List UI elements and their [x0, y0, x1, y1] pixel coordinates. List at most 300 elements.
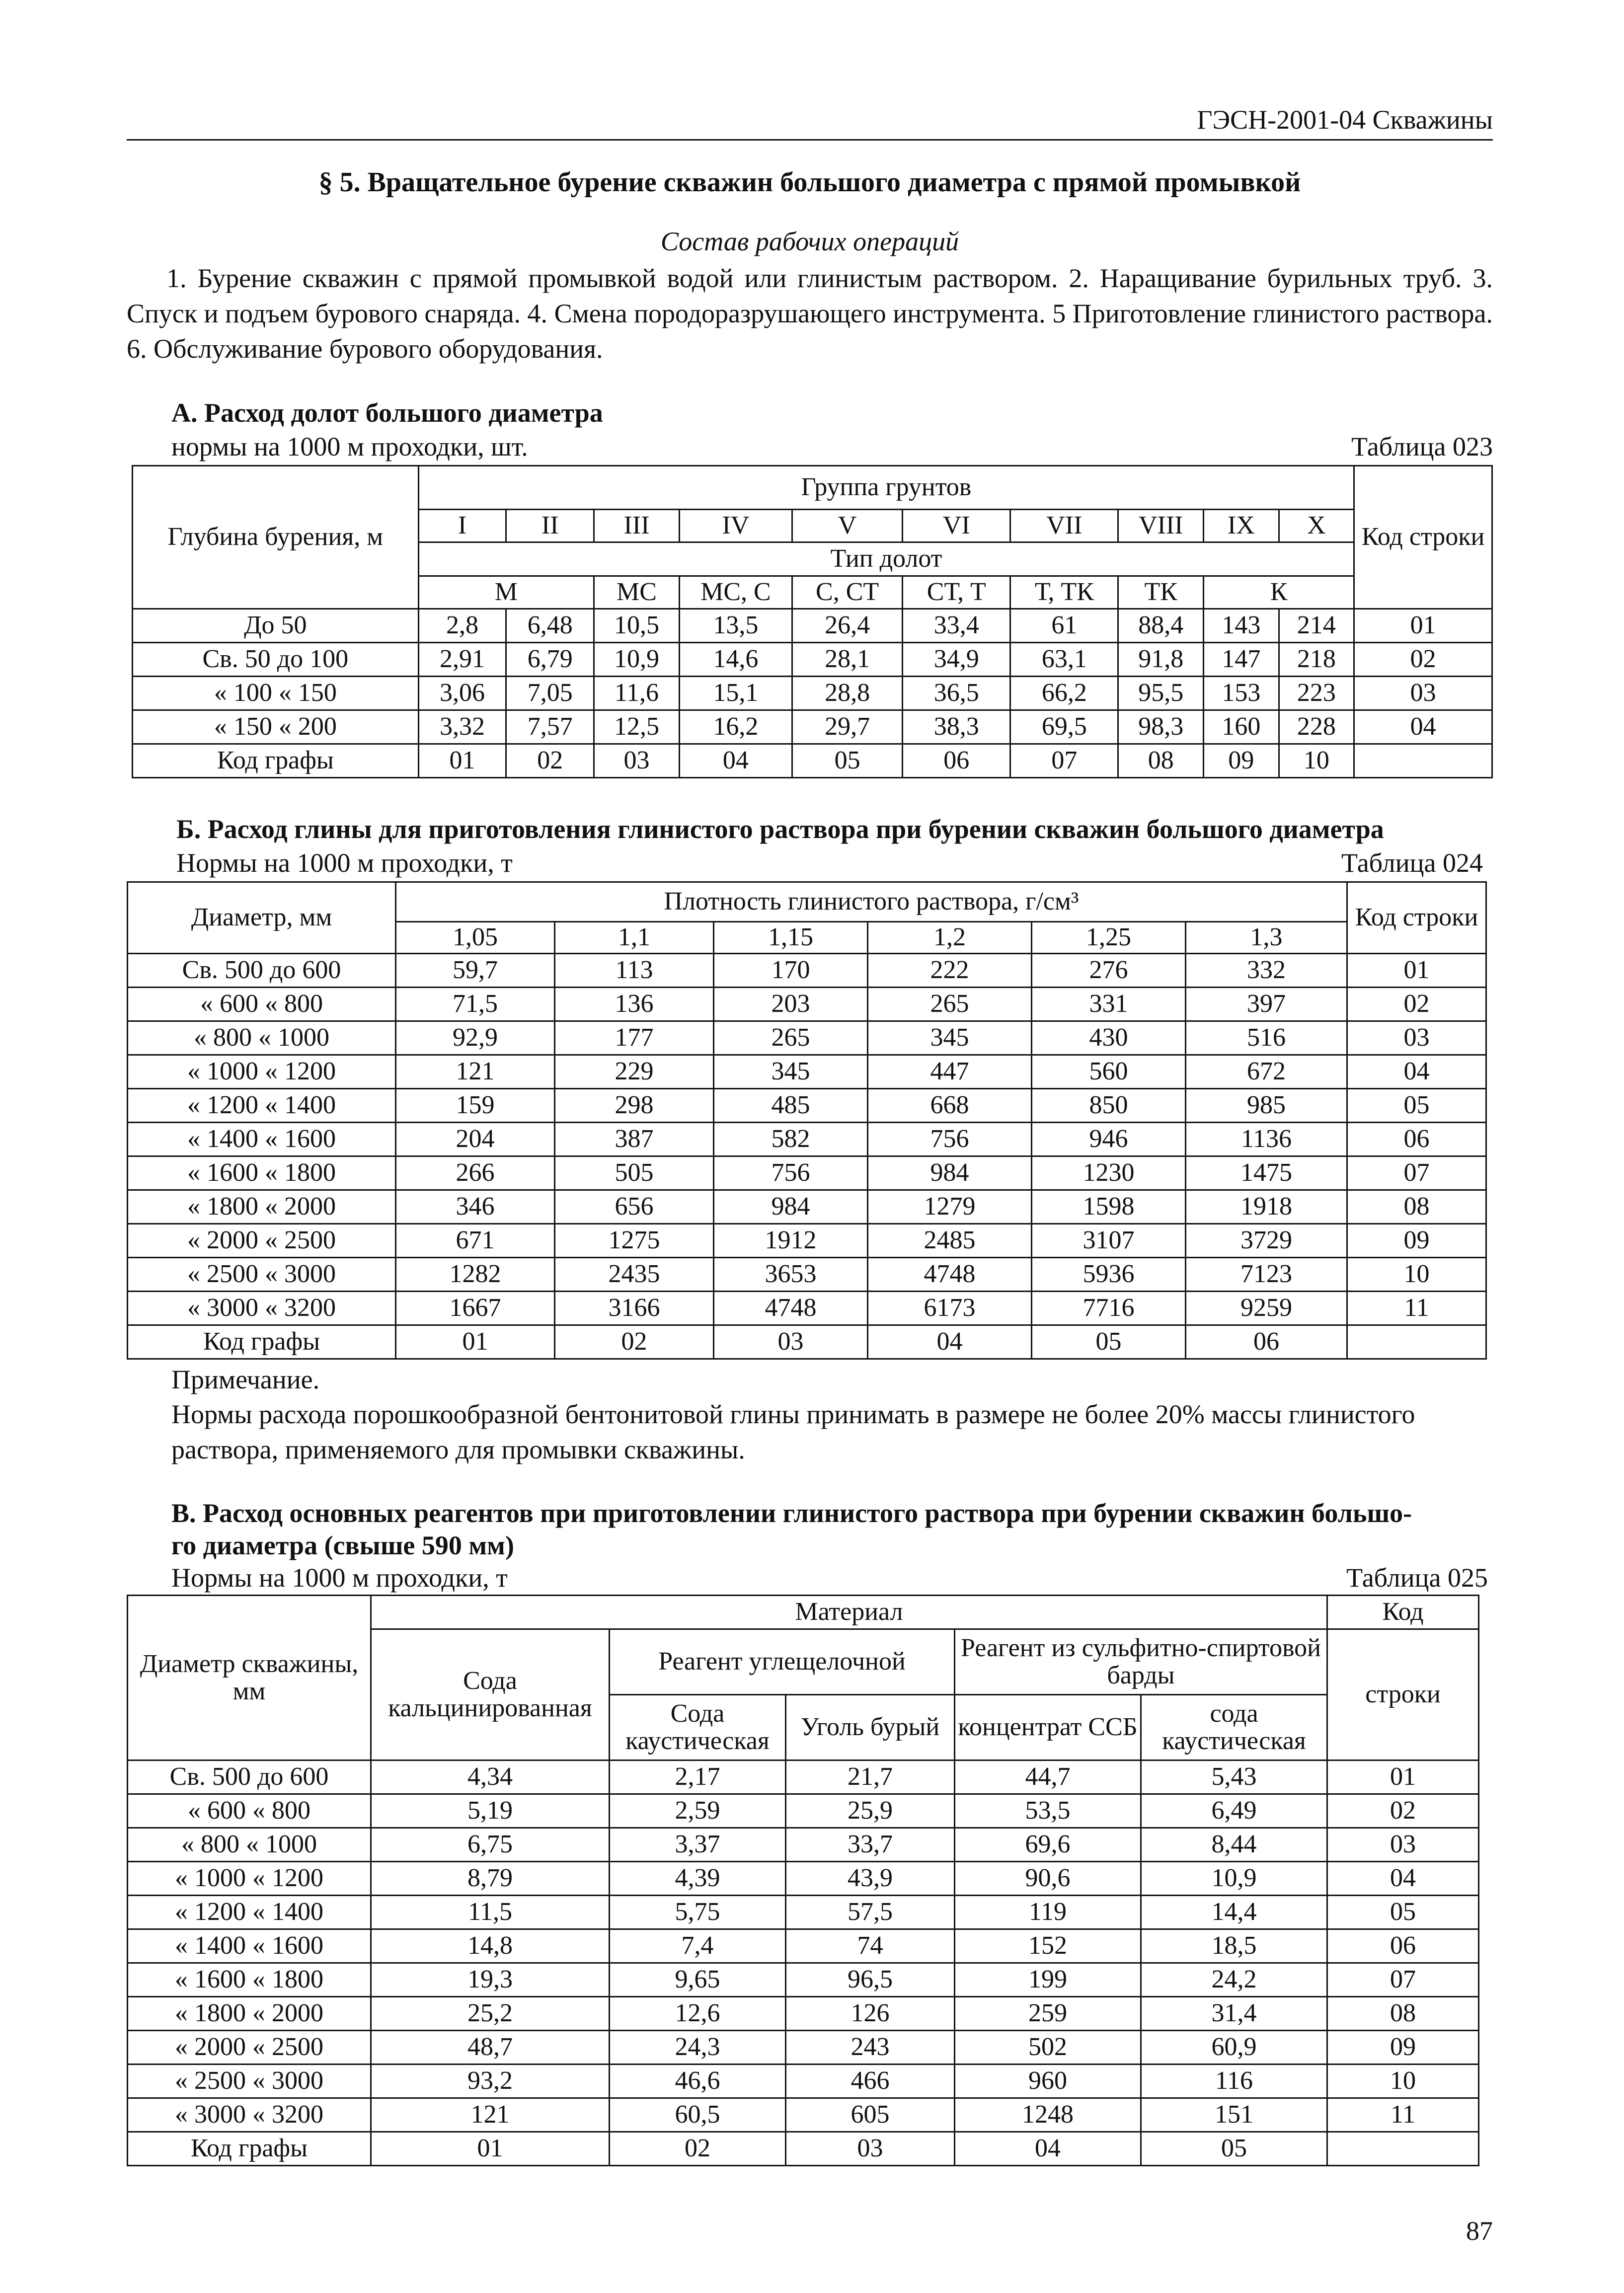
table-a-group: IV: [679, 510, 792, 542]
row-code: 05: [1327, 1896, 1479, 1929]
column-code: 01: [371, 2132, 610, 2166]
table-cell: 59,7: [396, 954, 555, 988]
table-b-density: 1,3: [1186, 922, 1347, 954]
table-cell: 10,9: [1141, 1862, 1327, 1896]
row-code: 11: [1347, 1292, 1486, 1325]
table-c-ref: Таблица 025: [1346, 1563, 1488, 1593]
table-cell: 672: [1186, 1055, 1347, 1089]
table-cell: 18,5: [1141, 1929, 1327, 1963]
table-c-title-line2: го диаметра (свыше 590 мм): [171, 1530, 514, 1560]
row-label: До 50: [133, 609, 419, 643]
table-cell: 656: [555, 1190, 714, 1224]
table-cell: 15,1: [679, 677, 792, 710]
table-cell: 14,8: [371, 1929, 610, 1963]
table-cell: 61: [1010, 609, 1118, 643]
table-cell: 502: [955, 2031, 1141, 2064]
table-cell: 21,7: [786, 1760, 955, 1794]
table-cell: 10,5: [594, 609, 680, 643]
table-a-group: II: [506, 510, 594, 542]
table-cell: 98,3: [1118, 710, 1204, 744]
table-cell: 2,8: [418, 609, 506, 643]
table-row: [128, 1963, 1479, 1997]
table-cell: 3,32: [418, 710, 506, 744]
table-cell: 3166: [555, 1292, 714, 1325]
table-cell: 71,5: [396, 988, 555, 1021]
table-b-norm: Нормы на 1000 м проходки, т: [176, 848, 513, 878]
table-c-soda-calc: Сода кальцинированная: [371, 1629, 610, 1760]
table-cell: 69,6: [955, 1828, 1141, 1862]
row-label: « 2000 « 2500: [128, 1224, 396, 1258]
table-cell: 222: [868, 954, 1032, 988]
table-cell: 266: [396, 1156, 555, 1190]
row-label: « 1800 « 2000: [128, 1997, 371, 2031]
table-c-material-header: Материал: [371, 1596, 1327, 1629]
column-code: 02: [555, 1325, 714, 1359]
table-cell: 7,4: [610, 1929, 786, 1963]
table-a-title: А. Расход долот большого диаметра: [171, 398, 603, 428]
table-cell: 7123: [1186, 1258, 1347, 1292]
table-cell: 218: [1279, 643, 1354, 677]
table-a-type: К: [1204, 576, 1354, 609]
table-b-note-text: Нормы расхода порошкообразной бентонитовой глины принимать в размере не более 20% массы глинистого раствора, применяемого для промывки скважины.: [171, 1399, 1415, 1464]
row-label: « 2500 « 3000: [128, 2064, 371, 2098]
table-cell: 265: [868, 988, 1032, 1021]
table-cell: 7716: [1032, 1292, 1186, 1325]
table-cell: 116: [1141, 2064, 1327, 2098]
table-a-code-header: Код строки: [1354, 466, 1492, 609]
table-cell: 345: [868, 1021, 1032, 1055]
table-a-norm: нормы на 1000 м проходки, шт.: [171, 432, 528, 461]
table-cell: 60,5: [610, 2098, 786, 2132]
operations-text: 1. Бурение скважин с прямой промывкой водой или глинистым раствором. 2. Наращивание бурильных труб. 3. Спуск и подъем бурового снаряда. 4. Смена породоразрушающего инструмента. 5 Приготовление глинистого раствора. 6. Обслуживание бурового оборудования.: [127, 263, 1493, 364]
row-code: 08: [1327, 1997, 1479, 2031]
table-cell: 946: [1032, 1123, 1186, 1156]
table-cell: 984: [868, 1156, 1032, 1190]
table-a-type-header: Тип долот: [418, 542, 1354, 576]
table-cell: 16,2: [679, 710, 792, 744]
table-cell: 1475: [1186, 1156, 1347, 1190]
table-cell: 298: [555, 1089, 714, 1123]
table-c-code-header-top: Код: [1327, 1596, 1479, 1629]
table-cell: 345: [714, 1055, 868, 1089]
row-code: 06: [1327, 1929, 1479, 1963]
table-row: [128, 954, 1486, 988]
table-cell: 63,1: [1010, 643, 1118, 677]
row-label: Св. 50 до 100: [133, 643, 419, 677]
row-label: « 150 « 200: [133, 710, 419, 744]
table-a-ref: Таблица 023: [1351, 432, 1493, 461]
column-code: 01: [396, 1325, 555, 1359]
table-cell: 671: [396, 1224, 555, 1258]
table-row: [133, 643, 1492, 677]
table-b-density: 1,1: [555, 922, 714, 954]
column-code: 02: [610, 2132, 786, 2166]
table-cell: 387: [555, 1123, 714, 1156]
table-c-diam-header: Диаметр скважины, мм: [128, 1596, 371, 1760]
column-code: 04: [679, 744, 792, 778]
table-cell: 3729: [1186, 1224, 1347, 1258]
table-row: [128, 1089, 1486, 1123]
table-row: [128, 1794, 1479, 1828]
table-cell: 119: [955, 1896, 1141, 1929]
table-a-group: VII: [1010, 510, 1118, 542]
table-row: [128, 1929, 1479, 1963]
table-b-diam-header: Диаметр, мм: [128, 882, 396, 954]
row-code: 10: [1347, 1258, 1486, 1292]
table-cell: 121: [396, 1055, 555, 1089]
table-cell: 28,1: [792, 643, 903, 677]
column-code: 06: [1186, 1325, 1347, 1359]
table-row: [128, 1896, 1479, 1929]
table-row: [128, 1997, 1479, 2031]
table-cell: 4748: [868, 1258, 1032, 1292]
table-cell: 5,43: [1141, 1760, 1327, 1794]
table-row: [133, 677, 1492, 710]
table-cell: 6,75: [371, 1828, 610, 1862]
table-cell: 4748: [714, 1292, 868, 1325]
table-row: [128, 1224, 1486, 1258]
table-cell: 1248: [955, 2098, 1141, 2132]
row-code: 02: [1347, 988, 1486, 1021]
table-cell: 204: [396, 1123, 555, 1156]
table-cell: 223: [1279, 677, 1354, 710]
table-c: [127, 1595, 1479, 2166]
column-code: 04: [868, 1325, 1032, 1359]
table-cell: 1275: [555, 1224, 714, 1258]
table-row: [128, 1760, 1479, 1794]
table-a-type: МС, С: [679, 576, 792, 609]
table-cell: 91,8: [1118, 643, 1204, 677]
table-cell: 88,4: [1118, 609, 1204, 643]
table-c-reagent-ssb: Реагент из сульфитно-спиртовой барды: [955, 1629, 1327, 1695]
row-code: 04: [1354, 710, 1492, 744]
column-code: 09: [1204, 744, 1279, 778]
table-cell: 46,6: [610, 2064, 786, 2098]
table-cell: 5,75: [610, 1896, 786, 1929]
row-code: 01: [1347, 954, 1486, 988]
column-code: 10: [1279, 744, 1354, 778]
table-cell: 850: [1032, 1089, 1186, 1123]
table-cell: 4,39: [610, 1862, 786, 1896]
table-cell: 43,9: [786, 1862, 955, 1896]
table-cell: 44,7: [955, 1760, 1141, 1794]
table-cell: 243: [786, 2031, 955, 2064]
table-cell: 31,4: [1141, 1997, 1327, 2031]
table-cell: 1918: [1186, 1190, 1347, 1224]
running-header: ГЭСН-2001-04 Скважины: [1197, 105, 1493, 135]
table-cell: 1282: [396, 1258, 555, 1292]
table-cell: 668: [868, 1089, 1032, 1123]
table-row: [128, 1292, 1486, 1325]
table-c-soda-caustic: Сода каустическая: [610, 1695, 786, 1760]
table-cell: 9259: [1186, 1292, 1347, 1325]
table-cell: 24,3: [610, 2031, 786, 2064]
row-code: 09: [1327, 2031, 1479, 2064]
table-cell: 113: [555, 954, 714, 988]
table-c-footer-label: Код графы: [128, 2132, 371, 2166]
table-a-depth-header: Глубина бурения, м: [133, 466, 419, 609]
table-cell: 259: [955, 1997, 1141, 2031]
table-cell: 126: [786, 1997, 955, 2031]
table-a-type: СТ, Т: [903, 576, 1010, 609]
row-label: « 1600 « 1800: [128, 1156, 396, 1190]
page-number: 87: [1466, 2216, 1493, 2246]
row-label: « 3000 « 3200: [128, 1292, 396, 1325]
table-cell: 960: [955, 2064, 1141, 2098]
table-cell: 756: [714, 1156, 868, 1190]
table-a-group: IX: [1204, 510, 1279, 542]
row-code: 02: [1354, 643, 1492, 677]
row-code: 07: [1327, 1963, 1479, 1997]
table-cell: 2435: [555, 1258, 714, 1292]
table-cell: 3107: [1032, 1224, 1186, 1258]
table-cell: 48,7: [371, 2031, 610, 2064]
table-cell: 1230: [1032, 1156, 1186, 1190]
table-c-title-line1: В. Расход основных реагентов при приготовлении глинистого раствора при бурении скважин большо-: [171, 1498, 1412, 1528]
table-cell: 170: [714, 954, 868, 988]
table-cell: 92,9: [396, 1021, 555, 1055]
table-cell: 34,9: [903, 643, 1010, 677]
row-label: « 100 « 150: [133, 677, 419, 710]
table-a-group: VI: [903, 510, 1010, 542]
row-label: « 1000 « 1200: [128, 1862, 371, 1896]
footer-empty-cell: [1347, 1325, 1486, 1359]
table-c-code-header-bottom: строки: [1327, 1629, 1479, 1760]
table-cell: 8,44: [1141, 1828, 1327, 1862]
operations-title: Состав рабочих операций: [660, 227, 959, 256]
table-cell: 7,57: [506, 710, 594, 744]
table-row: [128, 2031, 1479, 2064]
row-code: 07: [1347, 1156, 1486, 1190]
table-cell: 25,2: [371, 1997, 610, 2031]
table-cell: 485: [714, 1089, 868, 1123]
column-code: 02: [506, 744, 594, 778]
table-row: [133, 609, 1492, 643]
table-cell: 4,34: [371, 1760, 610, 1794]
table-cell: 430: [1032, 1021, 1186, 1055]
row-label: « 1400 « 1600: [128, 1123, 396, 1156]
table-row: [128, 2098, 1479, 2132]
row-code: 05: [1347, 1089, 1486, 1123]
table-a-group: I: [418, 510, 506, 542]
table-a-type: ТК: [1118, 576, 1204, 609]
table-cell: 152: [955, 1929, 1141, 1963]
table-cell: 560: [1032, 1055, 1186, 1089]
table-cell: 14,6: [679, 643, 792, 677]
table-cell: 38,3: [903, 710, 1010, 744]
table-c-norm: Нормы на 1000 м проходки, т: [171, 1563, 508, 1593]
table-cell: 5936: [1032, 1258, 1186, 1292]
column-code: 01: [418, 744, 506, 778]
column-code: 03: [786, 2132, 955, 2166]
row-label: « 1000 « 1200: [128, 1055, 396, 1089]
table-a-footer-label: Код графы: [133, 744, 419, 778]
table-cell: 6173: [868, 1292, 1032, 1325]
table-cell: 582: [714, 1123, 868, 1156]
table-cell: 57,5: [786, 1896, 955, 1929]
table-cell: 2,17: [610, 1760, 786, 1794]
table-b-note-label: Примечание.: [171, 1365, 320, 1394]
row-label: « 1200 « 1400: [128, 1089, 396, 1123]
table-row: [133, 710, 1492, 744]
table-a-group: VIII: [1118, 510, 1204, 542]
row-label: « 2000 « 2500: [128, 2031, 371, 2064]
column-code: 05: [1032, 1325, 1186, 1359]
table-row: [128, 1258, 1486, 1292]
table-cell: 143: [1204, 609, 1279, 643]
table-row: [128, 2064, 1479, 2098]
table-cell: 159: [396, 1089, 555, 1123]
table-cell: 90,6: [955, 1862, 1141, 1896]
row-code: 10: [1327, 2064, 1479, 2098]
table-cell: 13,5: [679, 609, 792, 643]
row-code: 04: [1347, 1055, 1486, 1089]
row-code: 06: [1347, 1123, 1486, 1156]
table-cell: 466: [786, 2064, 955, 2098]
table-cell: 33,7: [786, 1828, 955, 1862]
table-cell: 6,48: [506, 609, 594, 643]
row-label: Св. 500 до 600: [128, 1760, 371, 1794]
table-cell: 229: [555, 1055, 714, 1089]
table-cell: 6,79: [506, 643, 594, 677]
row-code: 03: [1347, 1021, 1486, 1055]
row-label: « 3000 « 3200: [128, 2098, 371, 2132]
footer-empty-cell: [1327, 2132, 1479, 2166]
row-label: « 2500 « 3000: [128, 1258, 396, 1292]
row-code: 01: [1327, 1760, 1479, 1794]
table-cell: 28,8: [792, 677, 903, 710]
table-cell: 1279: [868, 1190, 1032, 1224]
table-cell: 1598: [1032, 1190, 1186, 1224]
row-code: 03: [1327, 1828, 1479, 1862]
table-cell: 276: [1032, 954, 1186, 988]
table-b-density: 1,25: [1032, 922, 1186, 954]
table-b: [127, 881, 1487, 1360]
row-label: « 1200 « 1400: [128, 1896, 371, 1929]
table-cell: 8,79: [371, 1862, 610, 1896]
table-a-type: Т, ТК: [1010, 576, 1118, 609]
table-cell: 66,2: [1010, 677, 1118, 710]
table-cell: 505: [555, 1156, 714, 1190]
row-label: « 800 « 1000: [128, 1828, 371, 1862]
table-cell: 1667: [396, 1292, 555, 1325]
table-row: [128, 1190, 1486, 1224]
table-b-title: Б. Расход глины для приготовления глинистого раствора при бурении скважин большого диаметра: [176, 814, 1384, 844]
table-a-type: С, СТ: [792, 576, 903, 609]
table-cell: 7,05: [506, 677, 594, 710]
table-cell: 69,5: [1010, 710, 1118, 744]
row-label: « 600 « 800: [128, 1794, 371, 1828]
table-b-footer-label: Код графы: [128, 1325, 396, 1359]
footer-empty-cell: [1354, 744, 1492, 778]
row-label: « 1400 « 1600: [128, 1929, 371, 1963]
row-code: 08: [1347, 1190, 1486, 1224]
table-cell: 11,5: [371, 1896, 610, 1929]
table-cell: 93,2: [371, 2064, 610, 2098]
table-cell: 6,49: [1141, 1794, 1327, 1828]
table-cell: 36,5: [903, 677, 1010, 710]
table-cell: 985: [1186, 1089, 1347, 1123]
table-cell: 25,9: [786, 1794, 955, 1828]
table-cell: 10,9: [594, 643, 680, 677]
table-row: [128, 1123, 1486, 1156]
column-code: 05: [792, 744, 903, 778]
table-cell: 984: [714, 1190, 868, 1224]
table-cell: 447: [868, 1055, 1032, 1089]
table-c-soda-caustic-ssb: сода каустическая: [1141, 1695, 1327, 1760]
table-cell: 203: [714, 988, 868, 1021]
row-label: « 600 « 800: [128, 988, 396, 1021]
table-cell: 346: [396, 1190, 555, 1224]
table-cell: 9,65: [610, 1963, 786, 1997]
column-code: 05: [1141, 2132, 1327, 2166]
table-row: [128, 988, 1486, 1021]
table-cell: 14,4: [1141, 1896, 1327, 1929]
column-code: 03: [594, 744, 680, 778]
table-cell: 3653: [714, 1258, 868, 1292]
table-a-type: МС: [594, 576, 680, 609]
table-cell: 2,59: [610, 1794, 786, 1828]
row-label: Св. 500 до 600: [128, 954, 396, 988]
row-code: 01: [1354, 609, 1492, 643]
table-cell: 95,5: [1118, 677, 1204, 710]
table-row: [128, 1862, 1479, 1896]
table-cell: 3,37: [610, 1828, 786, 1862]
table-row: [128, 1021, 1486, 1055]
table-cell: 2485: [868, 1224, 1032, 1258]
column-code: 03: [714, 1325, 868, 1359]
table-b-ref: Таблица 024: [1341, 848, 1483, 878]
table-cell: 136: [555, 988, 714, 1021]
table-a: [132, 465, 1493, 778]
table-cell: 29,7: [792, 710, 903, 744]
table-a-group: X: [1279, 510, 1354, 542]
row-code: 02: [1327, 1794, 1479, 1828]
table-c-ssb-concentrate: концентрат ССБ: [955, 1695, 1141, 1760]
table-cell: 331: [1032, 988, 1186, 1021]
row-code: 04: [1327, 1862, 1479, 1896]
table-cell: 160: [1204, 710, 1279, 744]
table-row: [128, 1156, 1486, 1190]
table-b-density: 1,05: [396, 922, 555, 954]
table-b-density-header: Плотность глинистого раствора, г/см³: [396, 882, 1347, 922]
table-a-group-header: Группа грунтов: [418, 466, 1354, 510]
table-cell: 516: [1186, 1021, 1347, 1055]
table-cell: 121: [371, 2098, 610, 2132]
table-cell: 19,3: [371, 1963, 610, 1997]
column-code: 07: [1010, 744, 1118, 778]
row-code: 09: [1347, 1224, 1486, 1258]
table-cell: 153: [1204, 677, 1279, 710]
column-code: 04: [955, 2132, 1141, 2166]
table-cell: 5,19: [371, 1794, 610, 1828]
table-cell: 12,5: [594, 710, 680, 744]
table-cell: 177: [555, 1021, 714, 1055]
table-cell: 1136: [1186, 1123, 1347, 1156]
table-cell: 397: [1186, 988, 1347, 1021]
row-label: « 1600 « 1800: [128, 1963, 371, 1997]
row-label: « 1800 « 2000: [128, 1190, 396, 1224]
table-cell: 53,5: [955, 1794, 1141, 1828]
row-label: « 800 « 1000: [128, 1021, 396, 1055]
table-cell: 151: [1141, 2098, 1327, 2132]
table-cell: 1912: [714, 1224, 868, 1258]
table-cell: 147: [1204, 643, 1279, 677]
table-cell: 332: [1186, 954, 1347, 988]
table-cell: 74: [786, 1929, 955, 1963]
table-cell: 228: [1279, 710, 1354, 744]
table-cell: 756: [868, 1123, 1032, 1156]
